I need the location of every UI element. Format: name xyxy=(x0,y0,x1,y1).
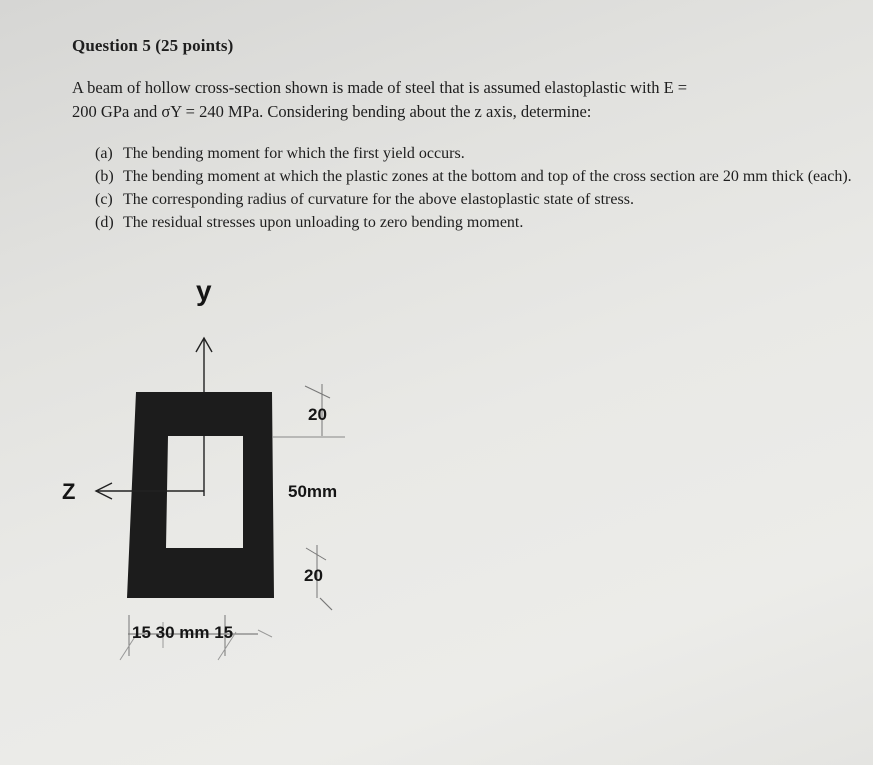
hollow-section xyxy=(127,392,274,598)
bottom-thickness-label: 20 xyxy=(304,566,323,585)
middle-height-label: 50mm xyxy=(288,482,338,501)
bottom-dimension-tick-top xyxy=(306,548,326,560)
part-d-letter: (d) xyxy=(95,214,114,231)
y-axis-label: y xyxy=(196,275,212,306)
problem-statement-line-2: 200 GPa and σY = 240 MPa. Considering bending about the z axis, determine: xyxy=(72,102,592,121)
width-dimensions-label: 15 30 mm 15 xyxy=(132,623,234,642)
part-b-text: The bending moment at which the plastic zones at the bottom and top of the cross section are 20 mm thick (each). xyxy=(123,168,852,185)
part-a-letter: (a) xyxy=(95,145,113,162)
question-title: Question 5 (25 points) xyxy=(72,36,234,55)
part-c-text: The corresponding radius of curvature for the above elastoplastic state of stress. xyxy=(123,191,634,208)
problem-statement-line-1: A beam of hollow cross-section shown is made of steel that is assumed elastoplastic with E = xyxy=(72,78,688,97)
part-c-letter: (c) xyxy=(95,191,113,208)
top-thickness-label: 20 xyxy=(308,405,327,424)
top-dimension-tick xyxy=(305,386,330,398)
z-axis-label: Z xyxy=(62,479,76,504)
bottom-dimension-tick-bottom xyxy=(320,598,332,610)
part-b-letter: (b) xyxy=(95,168,114,185)
width-tick-right xyxy=(258,630,272,637)
part-d-text: The residual stresses upon unloading to zero bending moment. xyxy=(123,214,524,231)
part-a-text: The bending moment for which the first yield occurs. xyxy=(123,145,465,162)
